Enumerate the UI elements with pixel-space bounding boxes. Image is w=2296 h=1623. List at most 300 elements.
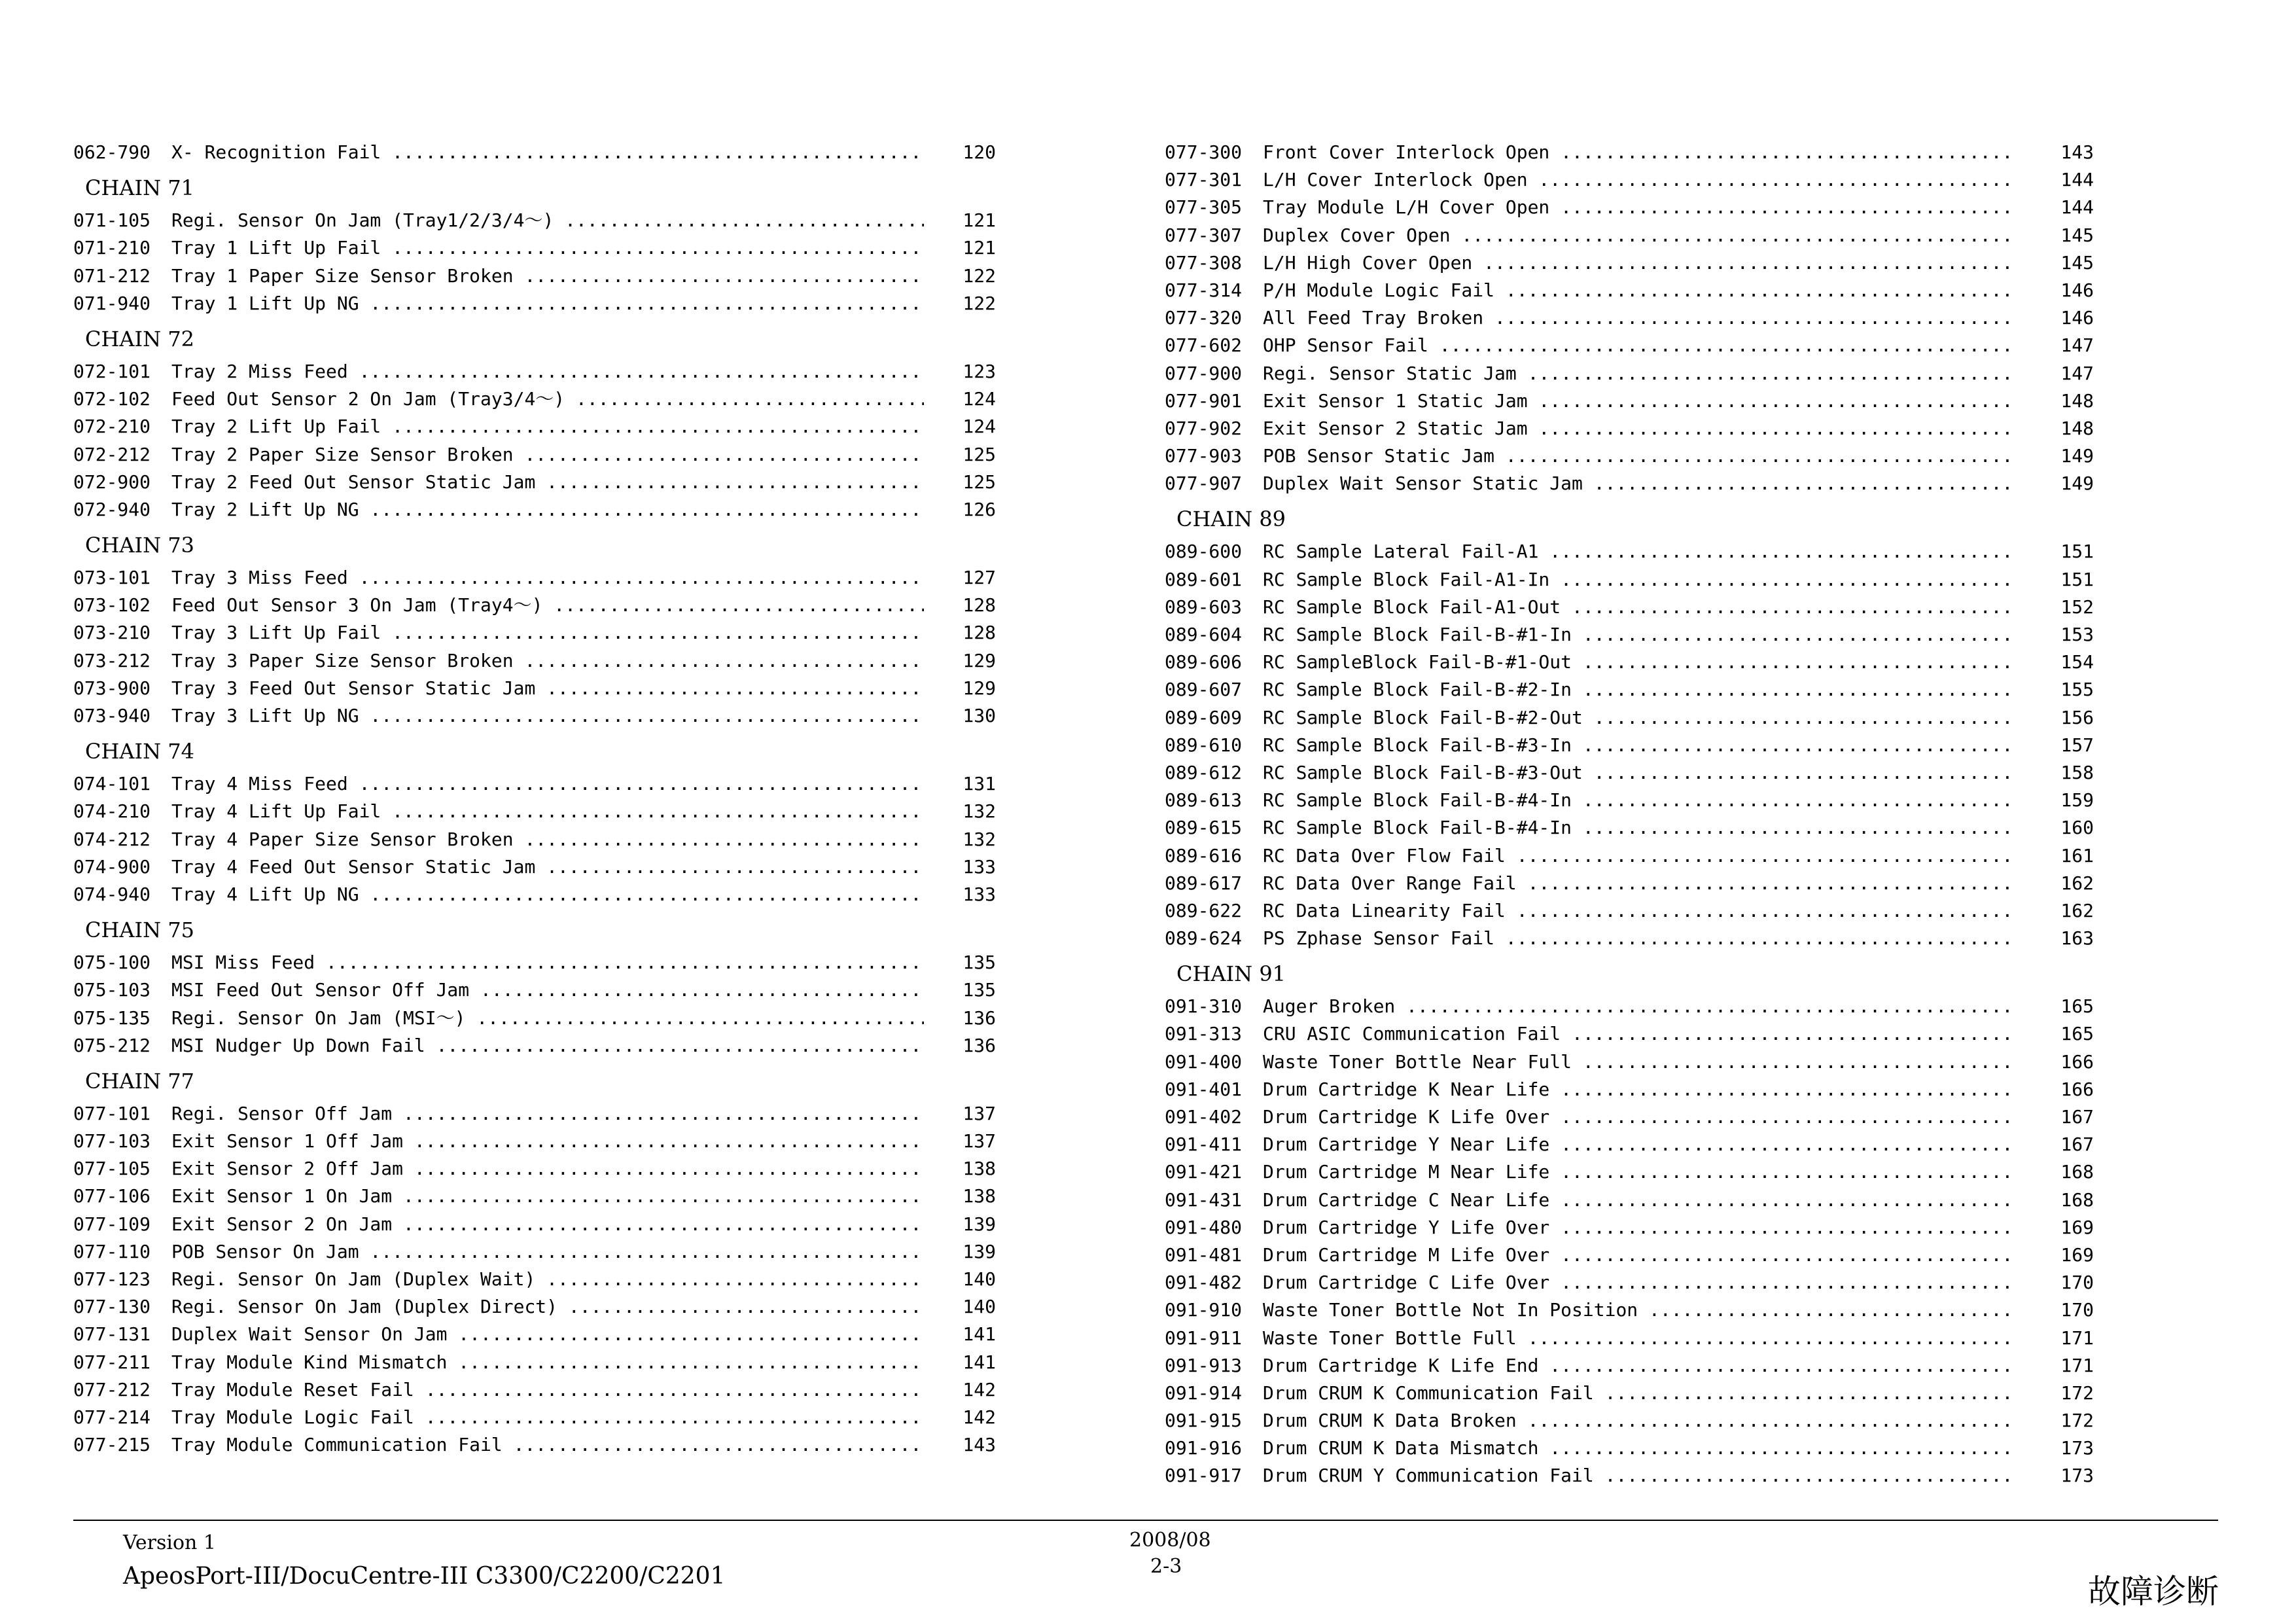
- entry-page: 142: [963, 1406, 996, 1428]
- entry-code: 077-106: [73, 1185, 151, 1207]
- entry-code: 091-915: [1165, 1410, 1243, 1432]
- entry-page: 129: [963, 677, 996, 699]
- toc-entry: [1165, 415, 2094, 442]
- entry-code: 089-610: [1165, 734, 1243, 756]
- entry-page: 122: [963, 292, 996, 314]
- entry-page: 168: [2060, 1161, 2094, 1183]
- entry-code: 077-907: [1165, 473, 1243, 495]
- entry-title: Tray 2 Lift Up NG .....: [171, 496, 924, 524]
- toc-entry: [73, 358, 996, 385]
- entry-page: 146: [2060, 279, 2094, 301]
- entry-page: 135: [963, 952, 996, 974]
- entry-page: 168: [2060, 1188, 2094, 1211]
- toc-entry: [1165, 870, 2094, 897]
- toc-entry: [73, 1431, 996, 1459]
- toc-entry: [1165, 732, 2094, 759]
- entry-page: 165: [2060, 1023, 2094, 1045]
- entry-page: 146: [2060, 307, 2094, 329]
- entry-page: 166: [2060, 1050, 2094, 1073]
- entry-page: 151: [2060, 541, 2094, 563]
- toc-entry: [1165, 1214, 2094, 1241]
- entry-title: RC Data Linearity Fail .....: [1263, 897, 2015, 925]
- toc-entry: [1165, 304, 2094, 332]
- toc-entry: [1165, 925, 2094, 952]
- entry-page: 144: [2060, 196, 2094, 219]
- entry-page: 159: [2060, 789, 2094, 812]
- entry-page: 133: [963, 883, 996, 905]
- entry-code: 075-103: [73, 979, 151, 1001]
- toc-entry: [73, 798, 996, 825]
- entry-page: 161: [2060, 844, 2094, 866]
- entry-code: 091-421: [1165, 1161, 1243, 1183]
- entry-code: 071-210: [73, 237, 151, 259]
- toc-entry: [1165, 538, 2094, 565]
- toc-entry: [73, 1183, 996, 1210]
- toc-right-column: [1165, 139, 2094, 1490]
- entry-title: Exit Sensor 1 Static Jam .....: [1263, 387, 2015, 415]
- entry-code: 091-914: [1165, 1382, 1243, 1404]
- toc-entry: [1165, 1269, 2094, 1296]
- entry-page: 132: [963, 800, 996, 823]
- entry-page: 173: [2060, 1437, 2094, 1459]
- entry-code: 077-110: [73, 1240, 151, 1262]
- entry-title: Regi. Sensor Off Jam .....: [171, 1100, 924, 1128]
- entry-code: 089-612: [1165, 761, 1243, 783]
- entry-title: OHP Sensor Fail .....: [1263, 332, 2015, 359]
- entry-code: 089-601: [1165, 568, 1243, 590]
- entry-code: 072-210: [73, 416, 151, 438]
- entry-page: 135: [963, 979, 996, 1001]
- entry-code: 075-212: [73, 1034, 151, 1056]
- entry-title: P/H Module Logic Fail .....: [1263, 277, 2015, 304]
- entry-title: MSI Nudger Up Down Fail .....: [171, 1032, 924, 1060]
- toc-entry: [1165, 249, 2094, 277]
- entry-page: 155: [2060, 679, 2094, 701]
- entry-code: 091-913: [1165, 1354, 1243, 1376]
- entry-page: 140: [963, 1296, 996, 1318]
- entry-title: Tray 2 Feed Out Sensor Static Jam .....: [171, 469, 924, 496]
- entry-code: 091-402: [1165, 1106, 1243, 1128]
- toc-entry: [73, 826, 996, 853]
- entry-title: Drum Cartridge K Life End .....: [1263, 1352, 2015, 1380]
- entry-title: RC Data Over Flow Fail .....: [1263, 842, 2015, 870]
- entry-page: 160: [2060, 817, 2094, 839]
- entry-code: 091-911: [1165, 1327, 1243, 1349]
- entry-code: 074-940: [73, 883, 151, 905]
- entry-code: 072-212: [73, 443, 151, 465]
- entry-page: 172: [2060, 1410, 2094, 1432]
- entry-page: 172: [2060, 1382, 2094, 1404]
- toc-entry: [73, 207, 996, 234]
- toc-entry: [73, 1238, 996, 1266]
- entry-title: All Feed Tray Broken .....: [1263, 304, 2015, 332]
- entry-code: 091-400: [1165, 1050, 1243, 1073]
- footer-page-number: 2-3: [1150, 1555, 1182, 1578]
- entry-code: 077-103: [73, 1130, 151, 1152]
- entry-page: 157: [2060, 734, 2094, 756]
- entry-title: Regi. Sensor On Jam (MSI～) .....: [171, 1005, 924, 1032]
- entry-title: RC Sample Block Fail-B-#3-Out .....: [1263, 759, 2015, 787]
- toc-entry: [73, 1100, 996, 1128]
- entry-title: RC Sample Block Fail-B-#2-In .....: [1263, 676, 2015, 704]
- toc-entry: [73, 139, 996, 166]
- entry-page: 120: [963, 141, 996, 163]
- toc-entry: [1165, 621, 2094, 649]
- entry-page: 133: [963, 855, 996, 878]
- entry-page: 141: [963, 1323, 996, 1346]
- toc-entry: [1165, 1020, 2094, 1048]
- entry-title: RC Sample Block Fail-B-#1-In .....: [1263, 621, 2015, 649]
- toc-entry: [73, 702, 996, 730]
- entry-title: Drum CRUM K Data Broken .....: [1263, 1407, 2015, 1435]
- toc-entry: [73, 949, 996, 976]
- entry-title: Feed Out Sensor 3 On Jam (Tray4～) .....: [171, 592, 924, 619]
- entry-page: 137: [963, 1130, 996, 1152]
- entry-code: 073-210: [73, 622, 151, 644]
- entry-title: Duplex Cover Open .....: [1263, 222, 2015, 249]
- entry-title: L/H Cover Interlock Open .....: [1263, 166, 2015, 194]
- toc-entry: [73, 853, 996, 881]
- entry-title: MSI Feed Out Sensor Off Jam .....: [171, 976, 924, 1004]
- toc-entry: [1165, 993, 2094, 1020]
- entry-title: Drum Cartridge Y Near Life .....: [1263, 1131, 2015, 1158]
- entry-page: 148: [2060, 417, 2094, 439]
- entry-title: POB Sensor On Jam .....: [171, 1238, 924, 1266]
- entry-title: Duplex Wait Sensor On Jam .....: [171, 1321, 924, 1348]
- entry-page: 162: [2060, 872, 2094, 894]
- toc-entry: [1165, 649, 2094, 676]
- toc-entry: [1165, 897, 2094, 925]
- entry-code: 077-109: [73, 1213, 151, 1235]
- entry-page: 124: [963, 388, 996, 410]
- entry-code: 089-609: [1165, 706, 1243, 728]
- entry-code: 071-105: [73, 209, 151, 232]
- entry-code: 091-480: [1165, 1216, 1243, 1238]
- entry-page: 125: [963, 443, 996, 465]
- entry-page: 145: [2060, 224, 2094, 246]
- entry-title: Regi. Sensor On Jam (Tray1/2/3/4～) .....: [171, 207, 924, 234]
- entry-code: 077-902: [1165, 417, 1243, 439]
- toc-entry: [1165, 1407, 2094, 1435]
- entry-code: 074-212: [73, 828, 151, 850]
- entry-title: Regi. Sensor Static Jam .....: [1263, 360, 2015, 387]
- entry-code: 077-131: [73, 1323, 151, 1346]
- footer-version: Version 1: [123, 1531, 217, 1554]
- toc-entry: [73, 1293, 996, 1321]
- entry-code: 072-101: [73, 360, 151, 382]
- entry-title: Exit Sensor 2 On Jam .....: [171, 1211, 924, 1238]
- toc-entry: [73, 413, 996, 440]
- toc-entry: [1165, 442, 2094, 470]
- toc-entry: [73, 1321, 996, 1348]
- entry-title: Exit Sensor 1 Off Jam .....: [171, 1128, 924, 1155]
- entry-title: RC Sample Block Fail-B-#2-Out .....: [1263, 704, 2015, 732]
- entry-page: 153: [2060, 624, 2094, 645]
- entry-code: 089-600: [1165, 541, 1243, 563]
- toc-entry: [1165, 1352, 2094, 1380]
- entry-code: 089-604: [1165, 624, 1243, 645]
- entry-page: 142: [963, 1378, 996, 1400]
- entry-title: Regi. Sensor On Jam (Duplex Wait) .....: [171, 1266, 924, 1293]
- entry-code: 077-314: [1165, 279, 1243, 301]
- entry-page: 145: [2060, 251, 2094, 274]
- toc-entry: [1165, 566, 2094, 594]
- toc-entry: [1165, 1076, 2094, 1103]
- entry-title: Tray 2 Lift Up Fail .....: [171, 413, 924, 440]
- entry-code: 072-940: [73, 498, 151, 520]
- toc-entry: [1165, 470, 2094, 497]
- entry-code: 073-900: [73, 677, 151, 699]
- entry-code: 091-313: [1165, 1023, 1243, 1045]
- entry-title: Drum CRUM Y Communication Fail .....: [1263, 1462, 2015, 1489]
- entry-code: 091-310: [1165, 995, 1243, 1018]
- entry-page: 171: [2060, 1327, 2094, 1349]
- toc-entry: [1165, 676, 2094, 704]
- entry-code: 073-212: [73, 649, 151, 671]
- entry-title: Tray Module L/H Cover Open .....: [1263, 194, 2015, 221]
- entry-title: MSI Miss Feed .....: [171, 949, 924, 976]
- entry-code: 077-211: [73, 1351, 151, 1373]
- entry-page: 156: [2060, 706, 2094, 728]
- toc-entry: [1165, 1103, 2094, 1131]
- entry-page: 170: [2060, 1299, 2094, 1321]
- entry-code: 091-482: [1165, 1272, 1243, 1294]
- entry-title: CRU ASIC Communication Fail .....: [1263, 1020, 2015, 1048]
- entry-title: Waste Toner Bottle Full .....: [1263, 1325, 2015, 1352]
- entry-code: 077-320: [1165, 307, 1243, 329]
- entry-page: 169: [2060, 1216, 2094, 1238]
- entry-page: 165: [2060, 995, 2094, 1018]
- entry-code: 077-602: [1165, 334, 1243, 357]
- entry-title: Drum Cartridge M Life Over .....: [1263, 1241, 2015, 1269]
- toc-entry: [73, 592, 996, 619]
- entry-page: 127: [963, 567, 996, 589]
- entry-page: 148: [2060, 389, 2094, 412]
- toc-entry: [73, 770, 996, 798]
- entry-page: 147: [2060, 362, 2094, 384]
- toc-entry: [1165, 1186, 2094, 1214]
- toc-entry: [1165, 704, 2094, 732]
- entry-page: 128: [963, 622, 996, 644]
- entry-title: POB Sensor Static Jam .....: [1263, 442, 2015, 470]
- entry-title: Tray Module Kind Mismatch .....: [171, 1349, 924, 1376]
- entry-title: RC Sample Block Fail-B-#4-In .....: [1263, 787, 2015, 814]
- entry-page: 143: [2060, 141, 2094, 163]
- entry-code: 091-431: [1165, 1188, 1243, 1211]
- entry-code: 073-940: [73, 705, 151, 726]
- entry-page: 162: [2060, 899, 2094, 921]
- toc-entry: [1165, 1241, 2094, 1269]
- entry-code: 075-100: [73, 952, 151, 974]
- toc-entry: [1165, 387, 2094, 415]
- entry-title: X- Recognition Fail .....: [171, 139, 924, 166]
- entry-title: Tray 3 Miss Feed .....: [171, 564, 924, 592]
- entry-page: 158: [2060, 761, 2094, 783]
- toc-entry: [1165, 1158, 2094, 1186]
- toc-entry: [1165, 194, 2094, 221]
- footer-section-title: 故障诊断: [2088, 1573, 2219, 1611]
- toc-entry: [73, 564, 996, 592]
- entry-code: 077-308: [1165, 251, 1243, 274]
- entry-title: Tray 2 Miss Feed .....: [171, 358, 924, 385]
- toc-entry: [1165, 1462, 2094, 1489]
- toc-left-column: [73, 139, 996, 1459]
- entry-code: 077-214: [73, 1406, 151, 1428]
- toc-entry: [1165, 1048, 2094, 1076]
- entry-title: Tray 4 Feed Out Sensor Static Jam .....: [171, 853, 924, 881]
- entry-page: 125: [963, 471, 996, 493]
- entry-page: 123: [963, 360, 996, 382]
- chain-heading: CHAIN 74: [85, 739, 195, 764]
- entry-title: Tray 2 Paper Size Sensor Broken .....: [171, 441, 924, 469]
- entry-page: 151: [2060, 568, 2094, 590]
- entry-title: L/H High Cover Open .....: [1263, 249, 2015, 277]
- chain-heading: CHAIN 75: [85, 918, 195, 943]
- entry-page: 167: [2060, 1133, 2094, 1156]
- entry-title: Tray 3 Paper Size Sensor Broken .....: [171, 647, 924, 675]
- entry-page: 147: [2060, 334, 2094, 357]
- entry-title: Tray 3 Lift Up NG .....: [171, 702, 924, 730]
- toc-entry: [73, 441, 996, 469]
- entry-code: 091-910: [1165, 1299, 1243, 1321]
- entry-title: Tray Module Communication Fail .....: [171, 1431, 924, 1459]
- chain-heading: CHAIN 73: [85, 533, 195, 558]
- toc-entry: [1165, 1435, 2094, 1462]
- entry-title: Tray 3 Feed Out Sensor Static Jam .....: [171, 675, 924, 702]
- entry-page: 167: [2060, 1106, 2094, 1128]
- footer-divider: [73, 1520, 2218, 1521]
- entry-title: Front Cover Interlock Open .....: [1263, 139, 2015, 166]
- entry-code: 091-917: [1165, 1465, 1243, 1487]
- entry-code: 077-101: [73, 1102, 151, 1124]
- toc-entry: [73, 675, 996, 702]
- entry-code: 089-616: [1165, 844, 1243, 866]
- entry-page: 163: [2060, 927, 2094, 950]
- entry-title: Tray 3 Lift Up Fail .....: [171, 619, 924, 647]
- toc-entry: [73, 262, 996, 290]
- entry-code: 077-903: [1165, 445, 1243, 467]
- entry-page: 152: [2060, 596, 2094, 618]
- entry-code: 062-790: [73, 141, 151, 163]
- entry-page: 143: [963, 1434, 996, 1456]
- entry-page: 138: [963, 1158, 996, 1180]
- entry-page: 140: [963, 1268, 996, 1290]
- entry-page: 154: [2060, 651, 2094, 673]
- toc-entry: [1165, 222, 2094, 249]
- entry-title: Tray 4 Lift Up NG .....: [171, 881, 924, 908]
- toc-entry: [1165, 1296, 2094, 1324]
- entry-page: 126: [963, 498, 996, 520]
- entry-title: Drum Cartridge K Near Life .....: [1263, 1076, 2015, 1103]
- entry-code: 077-900: [1165, 362, 1243, 384]
- entry-code: 091-411: [1165, 1133, 1243, 1156]
- toc-entry: [73, 1266, 996, 1293]
- entry-code: 091-401: [1165, 1078, 1243, 1100]
- entry-page: 139: [963, 1240, 996, 1262]
- entry-title: Tray 1 Paper Size Sensor Broken .....: [171, 262, 924, 290]
- toc-entry: [1165, 332, 2094, 359]
- entry-title: RC Sample Block Fail-B-#3-In .....: [1263, 732, 2015, 759]
- toc-entry: [73, 881, 996, 908]
- entry-page: 121: [963, 237, 996, 259]
- toc-entry: [1165, 1131, 2094, 1158]
- entry-title: Tray Module Reset Fail .....: [171, 1376, 924, 1404]
- entry-code: 077-305: [1165, 196, 1243, 219]
- entry-code: 074-900: [73, 855, 151, 878]
- entry-code: 074-101: [73, 773, 151, 795]
- toc-entry: [73, 1404, 996, 1431]
- footer-date: 2008/08: [1129, 1529, 1211, 1552]
- entry-page: 173: [2060, 1465, 2094, 1487]
- toc-entry: [1165, 594, 2094, 621]
- entry-title: Tray 4 Paper Size Sensor Broken .....: [171, 826, 924, 853]
- entry-page: 141: [963, 1351, 996, 1373]
- entry-code: 071-212: [73, 264, 151, 287]
- entry-code: 077-212: [73, 1378, 151, 1400]
- entry-code: 075-135: [73, 1007, 151, 1029]
- toc-entry: [73, 1376, 996, 1404]
- entry-code: 089-624: [1165, 927, 1243, 950]
- entry-page: 171: [2060, 1354, 2094, 1376]
- entry-page: 132: [963, 828, 996, 850]
- entry-page: 149: [2060, 445, 2094, 467]
- entry-code: 077-105: [73, 1158, 151, 1180]
- entry-code: 089-603: [1165, 596, 1243, 618]
- entry-code: 077-123: [73, 1268, 151, 1290]
- toc-entry: [73, 1349, 996, 1376]
- entry-title: Drum Cartridge Y Life Over .....: [1263, 1214, 2015, 1241]
- entry-title: Drum Cartridge K Life Over .....: [1263, 1103, 2015, 1131]
- toc-entry: [1165, 277, 2094, 304]
- toc-entry: [1165, 166, 2094, 194]
- entry-code: 089-606: [1165, 651, 1243, 673]
- entry-page: 136: [963, 1007, 996, 1029]
- entry-title: RC SampleBlock Fail-B-#1-Out .....: [1263, 649, 2015, 676]
- toc-entry: [73, 1155, 996, 1183]
- entry-title: RC Sample Block Fail-A1-Out .....: [1263, 594, 2015, 621]
- entry-page: 124: [963, 416, 996, 438]
- toc-entry: [1165, 1380, 2094, 1407]
- toc-entry: [1165, 1325, 2094, 1352]
- entry-code: 089-617: [1165, 872, 1243, 894]
- chain-heading: CHAIN 89: [1176, 507, 1286, 532]
- entry-code: 089-622: [1165, 899, 1243, 921]
- entry-title: Tray 1 Lift Up Fail .....: [171, 234, 924, 262]
- entry-code: 071-940: [73, 292, 151, 314]
- entry-code: 077-301: [1165, 169, 1243, 191]
- entry-code: 089-607: [1165, 679, 1243, 701]
- entry-page: 136: [963, 1034, 996, 1056]
- entry-title: Waste Toner Bottle Not In Position .....: [1263, 1296, 2015, 1324]
- toc-entry: [1165, 759, 2094, 787]
- entry-code: 073-102: [73, 594, 151, 616]
- entry-code: 089-613: [1165, 789, 1243, 812]
- toc-entry: [1165, 842, 2094, 870]
- entry-code: 074-210: [73, 800, 151, 823]
- entry-title: PS Zphase Sensor Fail .....: [1263, 925, 2015, 952]
- toc-entry: [73, 1211, 996, 1238]
- entry-title: Auger Broken .....: [1263, 993, 2015, 1020]
- entry-title: RC Data Over Range Fail .....: [1263, 870, 2015, 897]
- entry-page: 137: [963, 1102, 996, 1124]
- entry-page: 169: [2060, 1243, 2094, 1266]
- entry-page: 121: [963, 209, 996, 232]
- toc-entry: [1165, 787, 2094, 814]
- toc-entry: [73, 290, 996, 317]
- entry-page: 131: [963, 773, 996, 795]
- entry-page: 139: [963, 1213, 996, 1235]
- entry-title: Feed Out Sensor 2 On Jam (Tray3/4～) .....: [171, 385, 924, 413]
